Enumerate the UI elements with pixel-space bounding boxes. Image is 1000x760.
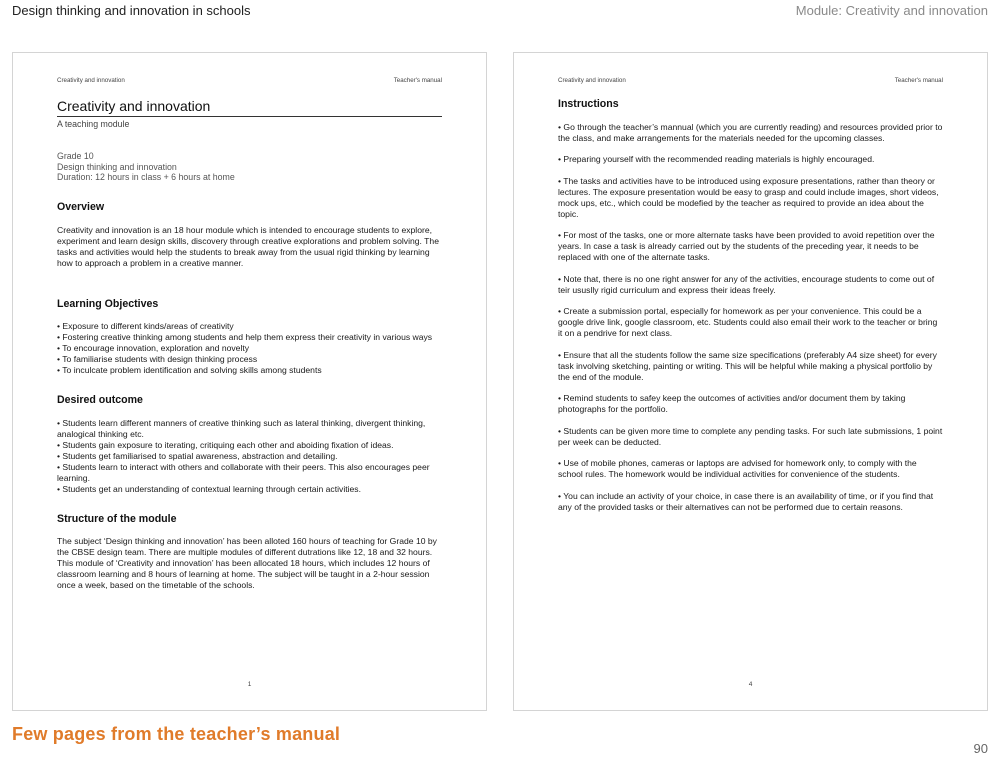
list-item: • For most of the tasks, one or more alternate tasks have been provided to avoid repetition over the years. In case a task is already carried out by the students of the preceding year, it needs to be replaced with one of the alternate tasks. [558,230,935,263]
running-header-left: Creativity and innovation [558,77,626,84]
running-header [57,77,442,87]
document-title: Creativity and innovation [57,98,442,117]
objectives-list [57,321,442,376]
list-item: • Students get familiarised to spatial awareness, abstraction and detailing. [57,450,338,461]
list-item: • Go through the teacher’s mannual (which you are currently reading) and resources provided prior to the class, and make arrangements for the materials needed for the upcoming classes. [558,121,943,143]
list-item: • Students learn to interact with others and collaborate with their peers. This also encourages peer learning. [57,461,430,483]
document-subtitle: A teaching module [57,118,130,129]
instructions-list [558,122,943,513]
module-label: Module: Creativity and innovation [795,3,988,18]
list-item: • Use of mobile phones, cameras or laptops are advised for homework only, to comply with the school rules. The homework would be individual activities for convenience of the students. [558,458,917,480]
list-item: • Preparing yourself with the recommended reading materials is highly encouraged. [558,154,875,165]
list-item: • Students get an understanding of contextual learning through certain activities. [57,483,361,494]
meta-duration: Duration: 12 hours in class + 6 hours at home [57,172,235,183]
running-header [558,77,943,87]
list-item: • Exposure to different kinds/areas of creativity [57,321,234,332]
slide-caption: Few pages from the teacher’s manual [12,724,341,744]
page-number: 1 [247,681,252,688]
list-item: • Create a submission portal, especially for homework as per your convenience. This could be a google drive link, google classroom, etc. Students could also email their work to the teacher or bring it on a pendrive for next class. [558,306,938,339]
page-number: 4 [748,681,753,688]
list-item: • The tasks and activities have to be introduced using exposure presentations, rather than theory or lectures. The exposure presentation would be easy to grasp and could include images, short videos, mock ups, etc., which could be modefied by the teacher as required to provide an idea about the topic. [558,175,939,219]
list-item: • Note that, there is no one right answer for any of the activities, encourage students to come out of teir ususlly rigid curriculum and express their ideas freely. [558,273,935,295]
running-header-left: Creativity and innovation [57,77,125,84]
structure-text: The subject ‘Design thinking and innovation’ has been alloted 160 hours of teaching for Grade 10 by the CBSE design team. There are multiple modules of different dutrations like 12, 18 and 32 hours. This module of ‘Creativity and innovation’ has been allocated 18 hours, which includes 12 hours of classroom learning and 8 hours of learning at home. The subject will be taught in a 2-hour session once a week, based on the timetable of the schools. [57,536,437,591]
list-item: • To inculcate problem identification and solving skills among students [57,365,322,376]
list-item: • You can include an activity of your choice, in case there is an availability of time, or if you find that any of the provided tasks or their alternatives can not be performed due to certain reasons. [558,490,934,512]
instructions-heading: Instructions [558,98,619,110]
manual-page-4 [513,52,988,711]
page-body [558,97,943,523]
overview-text: Creativity and innovation is an 18 hour module which is intended to encourage students to explore, experiment and learn design skills, discovery through creative explorations and problem solving. The tasks and activities would help the students to break away from the usual rigid thinking by learning how to approach a problem in a creative manner. [57,224,439,268]
objectives-heading: Learning Objectives [57,297,159,310]
slide-number: 90 [973,741,988,756]
meta-subject: Design thinking and innovation [57,161,177,172]
meta-grade: Grade 10 [57,151,94,162]
manual-page-1 [12,52,487,711]
list-item: • Students can be given more time to complete any pending tasks. For such late submissions, 1 point per week can be deducted. [558,425,943,447]
list-item: • Fostering creative thinking among students and help them express their creativity in various ways [57,332,433,343]
outcome-heading: Desired outcome [57,394,143,407]
presentation-title: Design thinking and innovation in schools [12,3,251,18]
running-header-right: Teacher's manual [393,77,442,84]
module-meta [57,151,442,183]
list-item: • Students learn different manners of creative thinking such as lateral thinking, divergent thinking, analogical thinking etc. [57,417,426,439]
overview-heading: Overview [57,201,105,214]
outcome-list [57,418,442,495]
page-body [57,97,442,591]
list-item: • Ensure that all the students follow the same size specifications (preferably A4 size sheet) for every task involving sketching, painting or writing. This will be helpful while making a physical portfolio by the end of the module. [558,349,937,382]
list-item: • Remind students to safey keep the outcomes of activities and/or document them by taking photographs for the portfolio. [558,393,906,415]
structure-heading: Structure of the module [57,512,177,525]
list-item: • Students gain exposure to iterating, critiquing each other and aboiding fixation of ideas. [57,439,394,450]
list-item: • To encourage innovation, exploration and novelty [57,343,250,354]
running-header-right: Teacher's manual [894,77,943,84]
list-item: • To familiarise students with design thinking process [57,354,258,365]
